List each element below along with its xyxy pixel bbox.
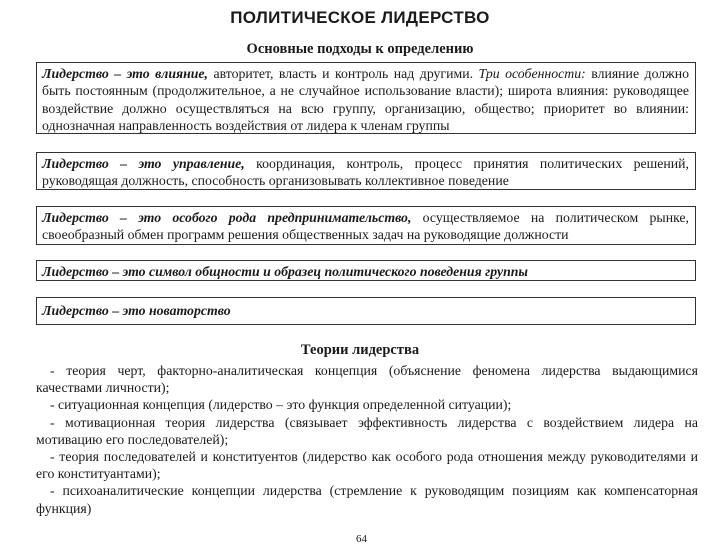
definition-box-management <box>36 152 696 190</box>
definition-text: координация, контроль, процесс принятия политических решений, руководящая должность, способность организовывать коллективное поведение <box>42 156 689 189</box>
definition-box-symbol <box>36 260 696 281</box>
definition-lead: Лидерство – это особого рода предпринимательство, <box>42 210 412 225</box>
definition-box-influence <box>36 62 696 134</box>
definition-box-innovation <box>36 297 696 325</box>
theories-list <box>36 362 698 517</box>
section-subtitle: Основные подходы к определению <box>246 41 474 57</box>
definition-lead: Лидерство – это новаторство <box>42 303 231 318</box>
page-title: ПОЛИТИЧЕСКОЕ ЛИДЕРСТВО <box>230 8 490 27</box>
theory-item: - ситуационная концепция (лидерство – это функция определенной ситуации); <box>50 397 512 413</box>
definition-lead: Лидерство – это символ общности и образец политического поведения группы <box>42 264 528 279</box>
definition-emphasis: Три особенности: <box>478 66 586 81</box>
definition-box-entrepreneurship <box>36 206 696 245</box>
theory-item: - теория черт, факторно-аналитическая концепция (объяснение феномена лидерства выдающимися качествами личности); <box>36 363 698 396</box>
definition-lead: Лидерство – это управление, <box>42 156 245 171</box>
theory-item: - психоаналитические концепции лидерства (стремление к руководящим позициям как компенсаторная функция) <box>36 483 698 516</box>
page-number: 64 <box>356 533 367 545</box>
theory-item: - теория последователей и конституентов (лидерство как особого рода отношения между руководителями и его конституантами); <box>36 449 698 482</box>
definition-text: авторитет, власть и контроль над другими. <box>208 66 479 81</box>
definition-lead: Лидерство – это влияние, <box>42 66 209 81</box>
theory-item: - мотивационная теория лидерства (связывает эффективность лидерства с воздействием лидера на мотивацию его последователей); <box>36 414 698 447</box>
theories-heading: Теории лидерства <box>300 342 420 358</box>
definition-text-continued: влияние должно быть постоянным (продолжительное, а не случайное использование власти); широта влияния: руководящее воздействие должно осуществляться на всю группу, организацию, общество; приоритет во влиянии: однозначная направленность воздействия от лидера к членам группы <box>42 66 689 133</box>
definition-text: осуществляемое на политическом рынке, своеобразный обмен программ решения общественных задач на руководящие должности <box>42 210 690 243</box>
